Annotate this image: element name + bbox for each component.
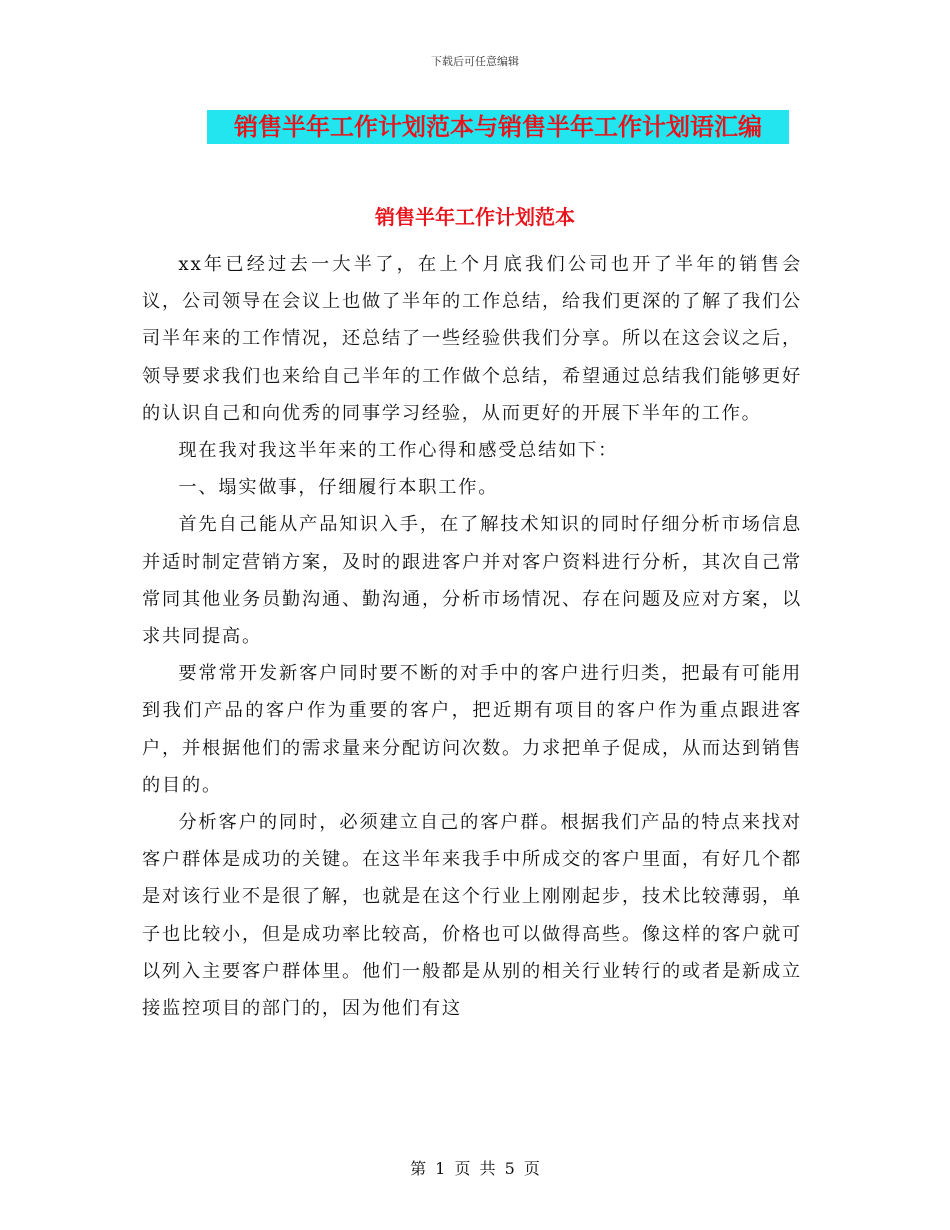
paragraph: 首先自己能从产品知识入手，在了解技术知识的同时仔细分析市场信息并适时制定营销方案，及时的跟进客户并对客户资料进行分析，其次自己常常同其他业务员勤沟通、勤沟通，分析市场情况、存在问题及应对方案，以求共同提高。 bbox=[142, 514, 802, 648]
paragraph: xx年已经过去一大半了，在上个月底我们公司也开了半年的销售会议，公司领导在会议上也做了半年的工作总结，给我们更深的了解了我们公司半年来的工作情况，还总结了一些经验供我们分享。所以在这会议之后，领导要求我们也来给自己半年的工作做个总结，希望通过总结我们能够更好的认识自己和向优秀的同事学习经验，从而更好的开展下半年的工作。 bbox=[142, 254, 802, 424]
page-header-note: 下载后可任意编辑 bbox=[431, 55, 519, 68]
paragraph: 要常常开发新客户同时要不断的对手中的客户进行归类，把最有可能用到我们产品的客户作为重要的客户，把近期有项目的客户作为重点跟进客户，并根据他们的需求量来分配访问次数。力求把单子促成，从而达到销售的目的。 bbox=[142, 663, 802, 796]
page-footer: 第 1 页 共 5 页 bbox=[410, 1159, 540, 1178]
document-body bbox=[142, 246, 802, 1027]
paragraph: 分析客户的同时，必须建立自己的客户群。根据我们产品的特点来找对客户群体是成功的关键。在这半年来我手中所成交的客户里面，有好几个都是对该行业不是很了解，也就是在这个行业上刚刚起步，技术比较薄弱，单子也比较小，但是成功率比较高，价格也可以做得高些。像这样的客户就可以列入主要客户群体里。他们一般都是从别的相关行业转行的或者是新成立接监控项目的部门的，因为他们有这 bbox=[142, 812, 802, 1020]
section-title: 销售半年工作计划范本 bbox=[375, 205, 575, 229]
paragraph: 一、塌实做事，仔细履行本职工作。 bbox=[178, 477, 499, 499]
page-title: 销售半年工作计划范本与销售半年工作计划语汇编 bbox=[234, 113, 762, 141]
paragraph: 现在我对我这半年来的工作心得和感受总结如下： bbox=[178, 440, 619, 462]
